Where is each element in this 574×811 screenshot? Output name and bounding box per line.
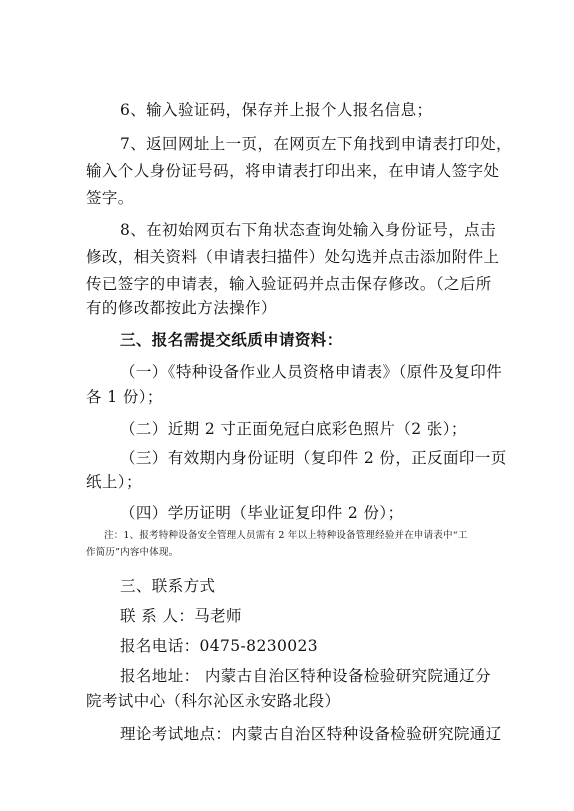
item-3-line-2: 纸上）； bbox=[86, 473, 142, 491]
step-7-line-2: 输入个人身份证号码，将申请表打印出来，在申请人签字处 bbox=[86, 162, 500, 180]
step-8-line-4: 有的修改都按此方法操作） bbox=[86, 299, 277, 317]
step-7-line-3: 签字。 bbox=[86, 189, 134, 207]
item-3-line-1: （三）有效期内身份证明（复印件 2 份，正反面印一页 bbox=[120, 449, 507, 467]
step-8-line-2: 修改，相关资料（申请表扫描件）处勾选并点击添加附件上 bbox=[86, 248, 500, 266]
step-8-line-1: 8、在初始网页右下角状态查询处输入身份证号，点击 bbox=[120, 221, 496, 239]
phone-number: 报名电话：0475-8230023 bbox=[120, 637, 319, 655]
step-6-text: 6、输入验证码，保存并上报个人报名信息； bbox=[120, 101, 433, 119]
item-1-line-1: （一）《特种设备作业人员资格申请表》（原件及复印件 bbox=[120, 363, 503, 381]
step-7-line-1: 7、返回网址上一页，在网页左下角找到申请表打印处， bbox=[120, 135, 512, 153]
section-3-heading: 三、报名需提交纸质申请资料： bbox=[120, 330, 343, 349]
note-line-1: 注：1、报考特种设备安全管理人员需有 2 年以上特种设备管理经验并在申请表中“工 bbox=[104, 530, 468, 541]
address-line-1: 报名地址： 内蒙古自治区特种设备检验研究院通辽分 bbox=[120, 667, 492, 685]
item-1-line-2: 各 1 份）； bbox=[86, 388, 163, 406]
note-line-2: 作简历”内容中体现。 bbox=[86, 547, 179, 558]
item-4-text: （四）学历证明（毕业证复印件 2 份）； bbox=[120, 504, 404, 522]
exam-location: 理论考试地点：内蒙古自治区特种设备检验研究院通辽 bbox=[120, 725, 502, 743]
item-2-text: （二）近期 2 寸正面免冠白底彩色照片（2 张）； bbox=[120, 420, 467, 438]
address-line-2: 院考试中心（科尔沁区永安路北段） bbox=[86, 692, 341, 710]
step-8-line-3: 传已签字的申请表，输入验证码并点击保存修改。（之后所 bbox=[86, 275, 492, 293]
contact-person: 联 系 人：马老师 bbox=[120, 607, 242, 625]
contact-heading: 三、联系方式 bbox=[120, 577, 216, 595]
